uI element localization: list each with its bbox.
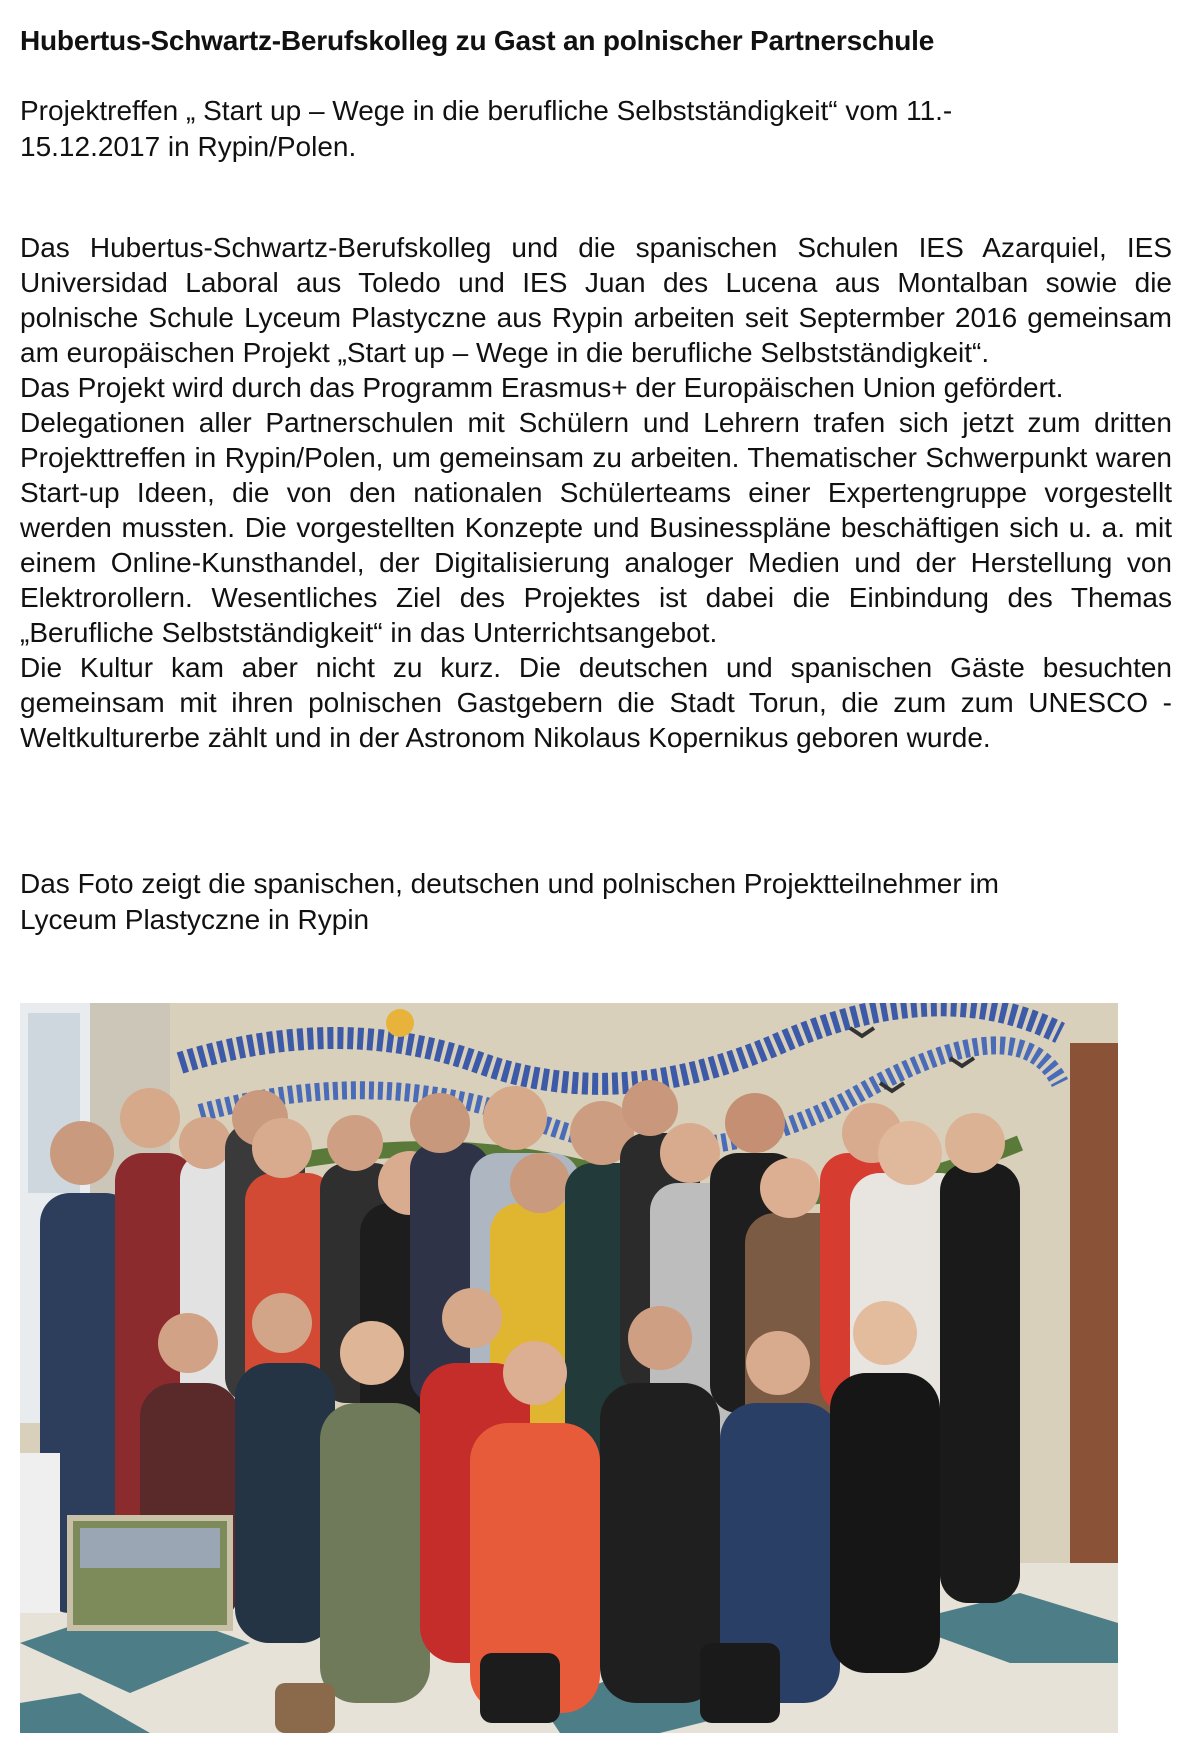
caption-line-2: Lyceum Plastyczne in Rypin [20,904,370,935]
body-paragraph-1: Das Hubertus-Schwartz-Berufskolleg und die spanischen Schulen IES Azarquiel, IES Universidad Laboral aus Toledo und IES Juan des Lucena aus Montalban sowie die polnische Schule Lyceum Plastyczne aus Rypin arbeiten seit Septermber 2016 gemeinsam am europäischen Projekt „Start up – Wege in die berufliche Selbstständigkeit“. [20,232,1172,368]
radiator [20,1453,60,1613]
body-paragraph-4: Die Kultur kam aber nicht zu kurz. Die deutschen und spanischen Gäste besuchten gemeinsam mit ihren polnischen Gastgebern die Stadt Torun, die zum zum UNESCO -Weltkulturerbe zählt und in der Astronom Nikolaus Kopernikus geboren wurde. [20,652,1172,753]
body-paragraph-2: Das Projekt wird durch das Programm Erasmus+ der Europäischen Union gefördert. [20,372,1064,403]
bag [700,1643,780,1723]
article-subheadline [20,93,1150,165]
article-headline: Hubertus-Schwartz-Berufskolleg zu Gast an polnischer Partnerschule [20,25,935,56]
photo-caption [20,866,1150,938]
group-photo [20,1003,1118,1733]
bag [275,1683,335,1733]
body-paragraph-3: Delegationen aller Partnerschulen mit Schülern und Lehrern trafen sich jetzt zum dritten Projekttreffen in Rypin/Polen, um gemeinsam zu arbeiten. Thematischer Schwerpunkt waren Start-up Ideen, die von den nationalen Schülerteams einer Expertengruppe vorgestellt werden mussten. Die vorgestellten Konzepte und Businesspläne beschäftigen sich u. a. mit einem Online-Kunsthandel, der Digitalisierung analoger Medien und der Herstellung von Elektrorollern. Wesentliches Ziel des Projektes ist dabei die Einbindung des Themas „Berufliche Selbstständigkeit“ in das Unterrichtsangebot. [20,407,1172,648]
subheadline-line-2: 15.12.2017 in Rypin/Polen. [20,131,357,162]
article-body [20,230,1172,755]
subheadline-line-1: Projektreffen „ Start up – Wege in die berufliche Selbstständigkeit“ vom 11.- [20,95,953,126]
group-photo-illustration [20,1003,1118,1733]
caption-line-1: Das Foto zeigt die spanischen, deutschen und polnischen Projektteilnehmer im [20,868,1000,899]
mural-sun [386,1009,414,1037]
bag [480,1653,560,1723]
painting-sky [80,1528,220,1568]
door [1070,1043,1118,1563]
